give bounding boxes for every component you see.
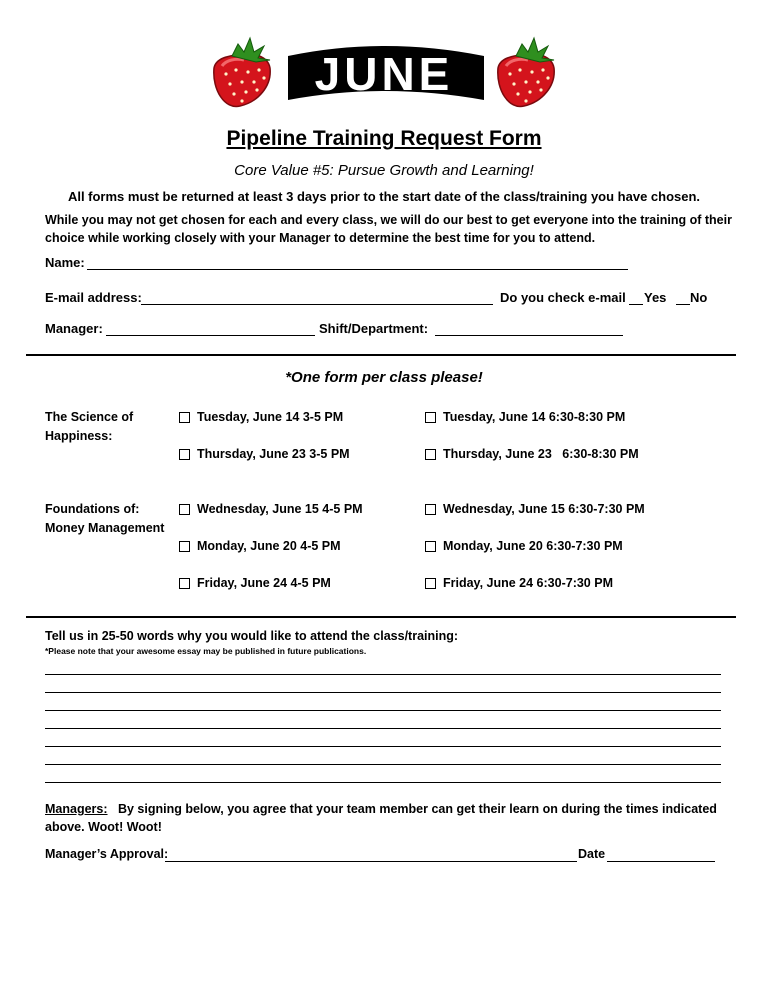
option-science-thu-630pm[interactable] xyxy=(425,447,639,461)
option-science-tue-630pm[interactable] xyxy=(425,410,625,424)
option-label: Tuesday, June 14 6:30-8:30 PM xyxy=(443,410,626,424)
email-field[interactable] xyxy=(141,304,493,305)
essay-line[interactable] xyxy=(45,728,721,729)
essay-line[interactable] xyxy=(45,782,721,783)
checkbox[interactable] xyxy=(425,541,436,552)
essay-line[interactable] xyxy=(45,764,721,765)
no-blank[interactable] xyxy=(676,304,690,305)
essay-line[interactable] xyxy=(45,692,721,693)
option-money-wed-630pm[interactable] xyxy=(425,502,645,516)
date-label: Date xyxy=(578,847,606,861)
name-field[interactable] xyxy=(87,269,628,270)
no-label: No xyxy=(690,290,708,305)
name-label: Name: xyxy=(45,255,85,270)
option-science-tue-3pm[interactable] xyxy=(179,410,343,424)
option-label: Tuesday, June 14 3-5 PM xyxy=(197,410,344,424)
option-money-fri-630pm[interactable] xyxy=(425,576,613,590)
core-value-subtitle: Core Value #5: Pursue Growth and Learning! xyxy=(234,162,534,179)
option-label: Friday, June 24 4-5 PM xyxy=(197,576,331,590)
checkbox[interactable] xyxy=(179,578,190,589)
checkbox[interactable] xyxy=(179,541,190,552)
svg-text:JUNE: JUNE xyxy=(314,48,454,100)
checkbox[interactable] xyxy=(425,449,436,460)
shift-field[interactable] xyxy=(435,335,623,336)
essay-line[interactable] xyxy=(45,746,721,747)
june-word xyxy=(288,46,484,100)
one-form-note: *One form per class please! xyxy=(285,369,483,386)
section-divider xyxy=(26,354,736,356)
strawberry-left-icon xyxy=(214,38,270,107)
option-money-mon-630pm[interactable] xyxy=(425,539,623,553)
approval-signature-field[interactable] xyxy=(165,861,577,862)
strawberry-right-icon xyxy=(498,38,554,107)
june-banner xyxy=(0,30,768,112)
option-label: Thursday, June 23 3-5 PM xyxy=(197,447,350,461)
essay-line[interactable] xyxy=(45,674,721,675)
checkbox[interactable] xyxy=(425,412,436,423)
option-label: Thursday, June 23 6:30-8:30 PM xyxy=(443,447,639,461)
option-money-fri-4pm[interactable] xyxy=(179,576,331,590)
manager-field[interactable] xyxy=(106,335,315,336)
managers-text: By signing below, you agree that your team member can get their learn on during the times indicated above. Woot! Woot! xyxy=(45,802,717,834)
option-label: Monday, June 20 4-5 PM xyxy=(197,539,341,553)
check-email-label: Do you check e-mail xyxy=(500,290,626,305)
option-money-wed-4pm[interactable] xyxy=(179,502,363,516)
email-label: E-mail address: xyxy=(45,290,142,305)
essay-line[interactable] xyxy=(45,710,721,711)
approval-label: Manager’s Approval: xyxy=(45,847,169,861)
option-label: Monday, June 20 6:30-7:30 PM xyxy=(443,539,623,553)
option-label: Wednesday, June 15 4-5 PM xyxy=(197,502,363,516)
checkbox[interactable] xyxy=(179,504,190,515)
section-divider xyxy=(26,616,736,618)
essay-note: *Please note that your awesome essay may be published in future publications. xyxy=(45,646,367,656)
checkbox[interactable] xyxy=(425,504,436,515)
yes-blank[interactable] xyxy=(629,304,643,305)
option-label: Wednesday, June 15 6:30-7:30 PM xyxy=(443,502,645,516)
option-science-thu-3pm[interactable] xyxy=(179,447,350,461)
checkbox[interactable] xyxy=(179,449,190,460)
class-label-science: The Science of Happiness: xyxy=(45,410,134,443)
date-field[interactable] xyxy=(607,861,715,862)
managers-heading: Managers: xyxy=(45,802,108,816)
managers-paragraph xyxy=(45,800,725,836)
essay-prompt: Tell us in 25-50 words why you would like to attend the class/training: xyxy=(45,629,459,643)
class-label-money: Foundations of: Money Management xyxy=(45,502,165,535)
option-label: Friday, June 24 6:30-7:30 PM xyxy=(443,576,613,590)
checkbox[interactable] xyxy=(425,578,436,589)
shift-label: Shift/Department: xyxy=(319,321,429,336)
deadline-notice: All forms must be returned at least 3 days prior to the start date of the class/training you have chosen. xyxy=(67,189,701,204)
manager-label: Manager: xyxy=(45,321,103,336)
form-title: Pipeline Training Request Form xyxy=(226,127,542,150)
checkbox[interactable] xyxy=(179,412,190,423)
option-money-mon-4pm[interactable] xyxy=(179,539,341,553)
yes-label: Yes xyxy=(644,290,667,305)
intro-paragraph: While you may not get chosen for each and every class, we will do our best to get everyone into the training of their choice while working closely with your Manager to determine the best time for you to attend. xyxy=(45,213,732,245)
